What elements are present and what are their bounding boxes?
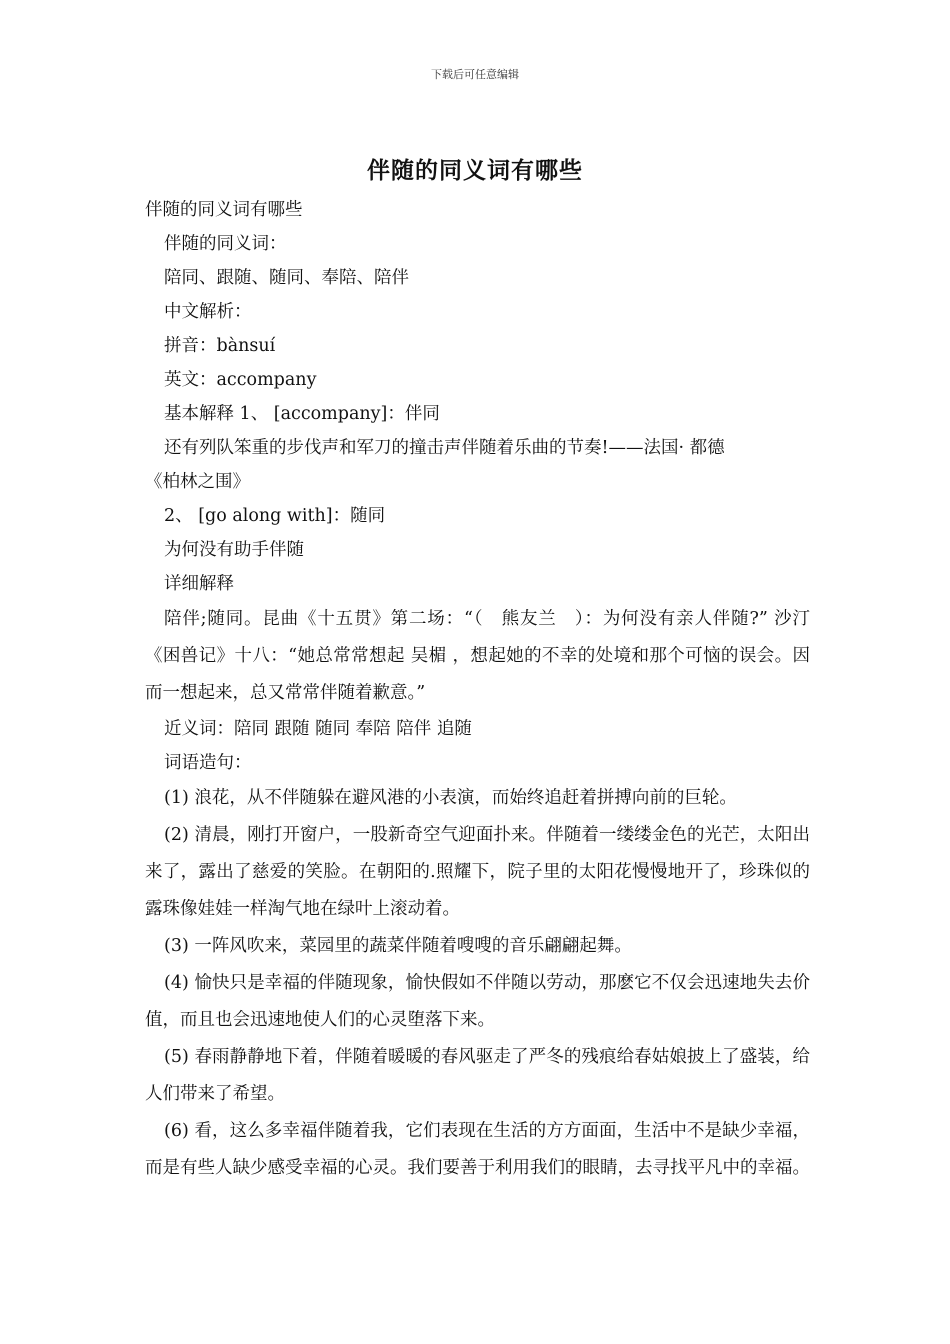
sentence-3: (3) 一阵风吹来，菜园里的蔬菜伴随着嗖嗖的音乐翩翩起舞。 [164, 936, 632, 956]
basic-definition-2: 2、 [go along with]：随同 [164, 506, 386, 526]
example-quote: 还有列队笨重的步伐声和军刀的撞击声伴随着乐曲的节奏!——法国· 都德 [164, 438, 725, 458]
synonyms-list: 陪同、跟随、随同、奉陪、陪伴 [164, 268, 409, 288]
definition-2-example: 为何没有助手伴随 [164, 540, 304, 560]
detailed-explanation: 陪伴;随同。昆曲《十五贯》第二场：“（ 熊友兰 ）：为何没有亲人伴随?” 沙汀 《困兽记》十八：“她总常常想起 吴楣 ，想起她的不幸的处境和那个可恼的误会。因而一想起来，总又常常伴随着歉意。” [145, 609, 810, 703]
analysis-heading: 中文解析： [164, 302, 252, 322]
subtitle-line: 伴随的同义词有哪些 [145, 200, 303, 220]
document-body [145, 193, 810, 1187]
document-title: 伴随的同义词有哪些 [367, 157, 583, 184]
synonyms-heading: 伴随的同义词： [164, 234, 287, 254]
pinyin-line: 拼音：bànsuí [164, 336, 276, 356]
sentence-5: (5) 春雨静静地下着，伴随着暖暖的春风驱走了严冬的残痕给春姑娘披上了盛装，给人们带来了希望。 [145, 1047, 810, 1104]
near-synonyms-line: 近义词：陪同 跟随 随同 奉陪 陪伴 追随 [164, 719, 472, 739]
example-quote-source: 《柏林之围》 [145, 472, 250, 492]
header-note: 下载后可任意编辑 [431, 68, 519, 81]
detailed-heading: 详细解释 [164, 574, 234, 594]
sentence-4: (4) 愉快只是幸福的伴随现象，愉快假如不伴随以劳动，那麽它不仅会迅速地失去价值，而且也会迅速地使人们的心灵堕落下来。 [145, 973, 810, 1030]
sentence-6: (6) 看，这么多幸福伴随着我，它们表现在生活的方方面面，生活中不是缺少幸福，而是有些人缺少感受幸福的心灵。我们要善于利用我们的眼睛，去寻找平凡中的幸福。 [145, 1121, 810, 1178]
sentence-1: (1) 浪花，从不伴随躲在避风港的小表演，而始终追赶着拼搏向前的巨轮。 [164, 788, 737, 808]
sentences-heading: 词语造句： [164, 753, 252, 773]
basic-definition-1: 基本解释 1、 [accompany]：伴同 [164, 404, 440, 424]
english-line: 英文：accompany [164, 370, 317, 390]
sentence-2: (2) 清晨，刚打开窗户，一股新奇空气迎面扑来。伴随着一缕缕金色的光芒，太阳出来了，露出了慈爱的笑脸。在朝阳的.照耀下，院子里的太阳花慢慢地开了，珍珠似的露珠像娃娃一样淘气地在绿叶上滚动着。 [145, 825, 810, 919]
